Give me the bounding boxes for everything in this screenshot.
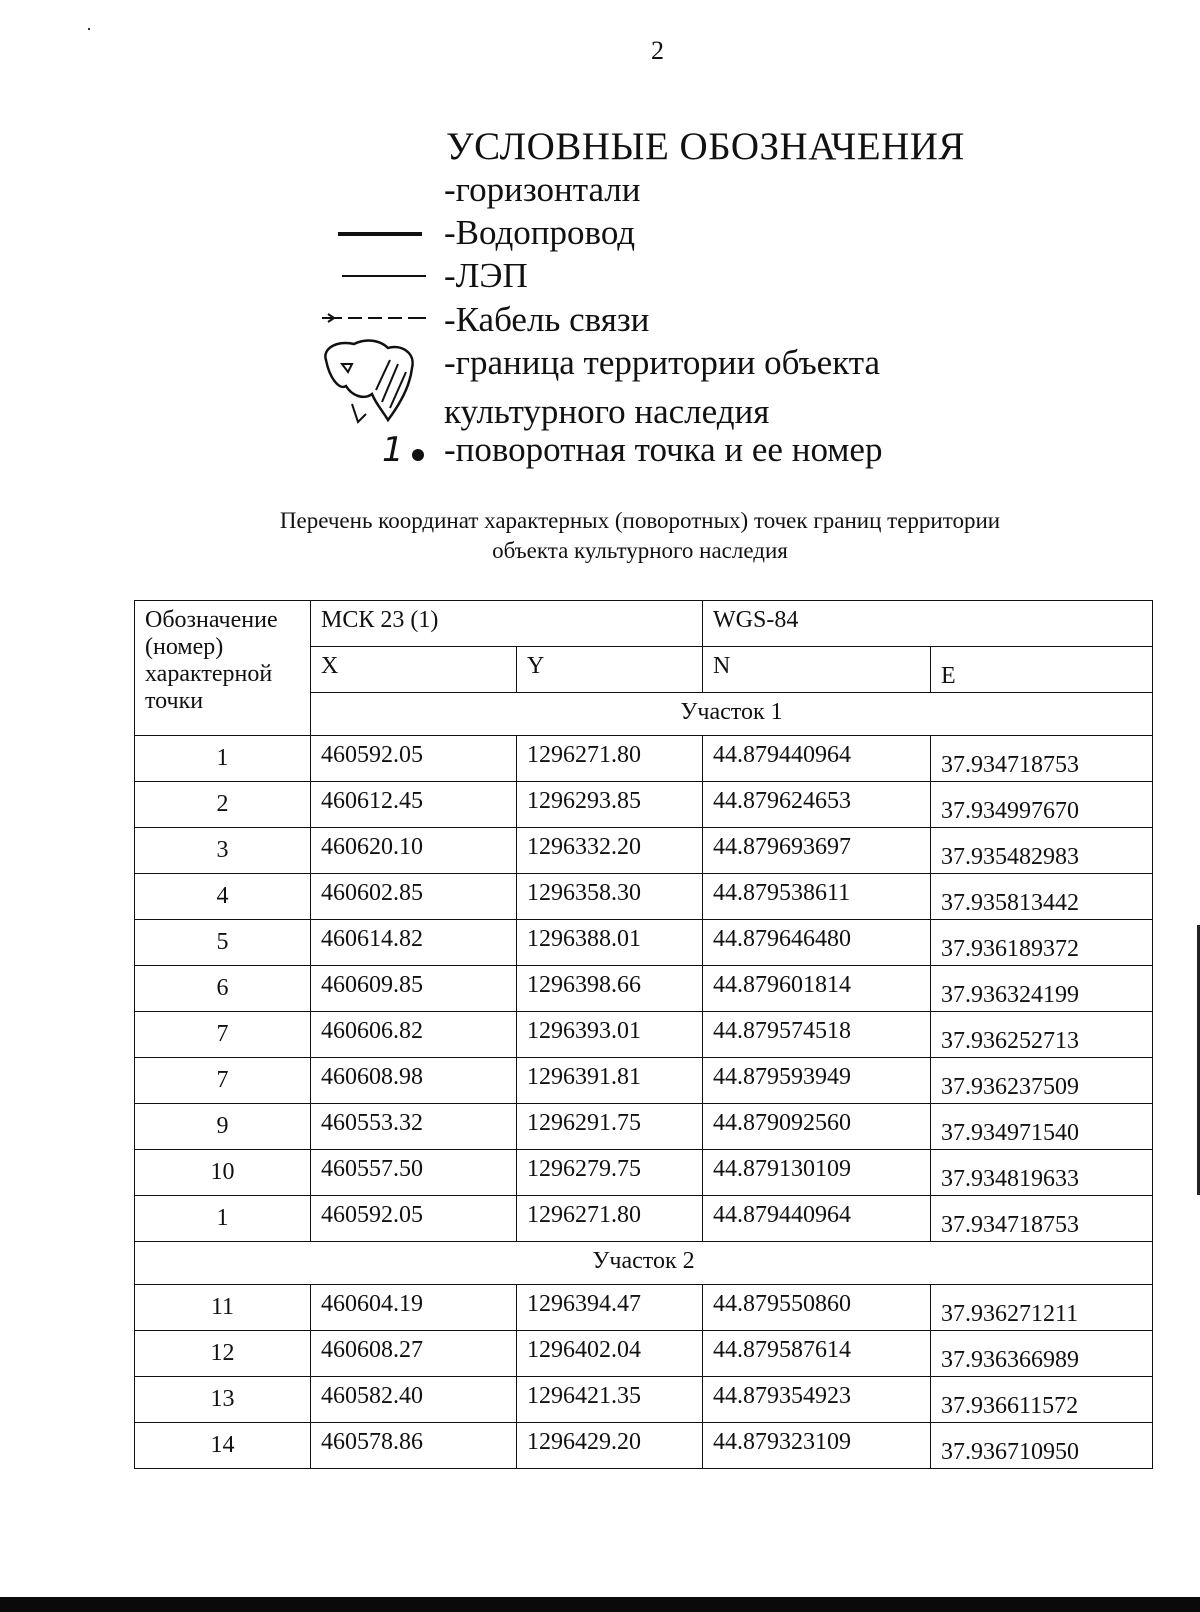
point-number-cell: 14	[135, 1423, 311, 1469]
power-line-icon	[342, 275, 426, 277]
table-row	[135, 1377, 1153, 1423]
header-x: X	[311, 647, 517, 693]
y-cell: 1296421.35	[517, 1377, 703, 1423]
n-cell: 44.879574518	[703, 1012, 931, 1058]
e-cell: 37.936252713	[931, 1012, 1153, 1058]
x-cell: 460609.85	[311, 966, 517, 1012]
point-number-cell: 9	[135, 1104, 311, 1150]
point-number-cell: 4	[135, 874, 311, 920]
e-cell: 37.936324199	[931, 966, 1153, 1012]
table-row	[135, 736, 1153, 782]
point-number-cell: 13	[135, 1377, 311, 1423]
n-cell: 44.879440964	[703, 1196, 931, 1242]
n-cell: 44.879550860	[703, 1285, 931, 1331]
table-row	[135, 782, 1153, 828]
e-cell: 37.936366989	[931, 1331, 1153, 1377]
scan-speck	[88, 28, 90, 30]
n-cell: 44.879440964	[703, 736, 931, 782]
water-pipe-line-icon	[338, 232, 422, 236]
turn-point-number: 1	[382, 430, 404, 470]
n-cell: 44.879354923	[703, 1377, 931, 1423]
n-cell: 44.879130109	[703, 1150, 931, 1196]
x-cell: 460582.40	[311, 1377, 517, 1423]
header-y: Y	[517, 647, 703, 693]
e-cell: 37.934997670	[931, 782, 1153, 828]
e-cell: 37.934718753	[931, 1196, 1153, 1242]
table-row	[135, 1012, 1153, 1058]
table-row	[135, 874, 1153, 920]
caption-line-1: Перечень координат характерных (поворотных) точек границ территории	[279, 508, 1001, 533]
section-label-2: Участок 2	[135, 1242, 1153, 1285]
point-number-cell: 1	[135, 1196, 311, 1242]
e-cell: 37.936237509	[931, 1058, 1153, 1104]
x-cell: 460604.19	[311, 1285, 517, 1331]
table-row	[135, 1196, 1153, 1242]
e-cell: 37.935482983	[931, 828, 1153, 874]
coordinates-table	[134, 600, 1153, 1469]
e-cell: 37.934971540	[931, 1104, 1153, 1150]
point-number-cell: 6	[135, 966, 311, 1012]
y-cell: 1296393.01	[517, 1012, 703, 1058]
table-row	[135, 1058, 1153, 1104]
x-cell: 460608.27	[311, 1331, 517, 1377]
n-cell: 44.879323109	[703, 1423, 931, 1469]
y-cell: 1296291.75	[517, 1104, 703, 1150]
x-cell: 460614.82	[311, 920, 517, 966]
turn-point-dot	[412, 449, 424, 461]
section-label-1: Участок 1	[311, 693, 1153, 736]
table-row	[135, 1285, 1153, 1331]
legend-title: УСЛОВНЫЕ ОБОЗНАЧЕНИЯ	[446, 125, 965, 168]
point-number-cell: 3	[135, 828, 311, 874]
y-cell: 1296358.30	[517, 874, 703, 920]
y-cell: 1296394.47	[517, 1285, 703, 1331]
point-number-cell: 12	[135, 1331, 311, 1377]
e-cell: 37.934718753	[931, 736, 1153, 782]
table-caption	[130, 506, 1150, 566]
e-cell: 37.936189372	[931, 920, 1153, 966]
y-cell: 1296279.75	[517, 1150, 703, 1196]
x-cell: 460602.85	[311, 874, 517, 920]
comm-cable-line-icon	[322, 312, 426, 324]
caption-line-2: объекта культурного наследия	[492, 538, 788, 563]
y-cell: 1296398.66	[517, 966, 703, 1012]
table-row	[135, 1150, 1153, 1196]
e-cell: 37.936611572	[931, 1377, 1153, 1423]
table-row	[135, 828, 1153, 874]
turn-point-icon	[380, 430, 430, 470]
header-wgs: WGS-84	[703, 601, 1153, 647]
table-row	[135, 1104, 1153, 1150]
legend-boundary-label-cont: культурного наследия	[444, 392, 770, 431]
x-cell: 460557.50	[311, 1150, 517, 1196]
y-cell: 1296332.20	[517, 828, 703, 874]
header-e: E	[931, 647, 1153, 693]
header-point-designation: Обозначение (номер) характерной точки	[135, 601, 311, 736]
n-cell: 44.879693697	[703, 828, 931, 874]
y-cell: 1296391.81	[517, 1058, 703, 1104]
section-row-2	[135, 1242, 1153, 1285]
y-cell: 1296388.01	[517, 920, 703, 966]
x-cell: 460612.45	[311, 782, 517, 828]
legend-power-line-label: -ЛЭП	[444, 256, 528, 295]
y-cell: 1296402.04	[517, 1331, 703, 1377]
n-cell: 44.879587614	[703, 1331, 931, 1377]
point-number-cell: 11	[135, 1285, 311, 1331]
y-cell: 1296429.20	[517, 1423, 703, 1469]
e-cell: 37.935813442	[931, 874, 1153, 920]
header-msk: МСК 23 (1)	[311, 601, 703, 647]
scan-bottom-border	[0, 1597, 1200, 1612]
point-number-cell: 5	[135, 920, 311, 966]
point-number-cell: 1	[135, 736, 311, 782]
table-row	[135, 920, 1153, 966]
n-cell: 44.879593949	[703, 1058, 931, 1104]
legend-comm-cable-label: -Кабель связи	[444, 300, 650, 339]
point-number-cell: 7	[135, 1058, 311, 1104]
point-number-cell: 10	[135, 1150, 311, 1196]
e-cell: 37.936710950	[931, 1423, 1153, 1469]
page-number: 2	[651, 36, 664, 65]
x-cell: 460592.05	[311, 736, 517, 782]
header-n: N	[703, 647, 931, 693]
table-row	[135, 1423, 1153, 1469]
x-cell: 460620.10	[311, 828, 517, 874]
y-cell: 1296271.80	[517, 1196, 703, 1242]
point-number-cell: 2	[135, 782, 311, 828]
e-cell: 37.936271211	[931, 1285, 1153, 1331]
x-cell: 460608.98	[311, 1058, 517, 1104]
table-header-row	[135, 601, 1153, 647]
e-cell: 37.934819633	[931, 1150, 1153, 1196]
n-cell: 44.879624653	[703, 782, 931, 828]
y-cell: 1296271.80	[517, 736, 703, 782]
x-cell: 460592.05	[311, 1196, 517, 1242]
x-cell: 460606.82	[311, 1012, 517, 1058]
table-row	[135, 1331, 1153, 1377]
legend-contours-label: -горизонтали	[444, 170, 641, 209]
legend-water-pipe-label: -Водопровод	[444, 213, 636, 252]
point-number-cell: 7	[135, 1012, 311, 1058]
legend-boundary-label: -граница территории объекта	[444, 343, 880, 382]
heritage-boundary-icon	[318, 334, 428, 430]
x-cell: 460578.86	[311, 1423, 517, 1469]
y-cell: 1296293.85	[517, 782, 703, 828]
x-cell: 460553.32	[311, 1104, 517, 1150]
legend-turn-point-label: -поворотная точка и ее номер	[444, 430, 883, 469]
n-cell: 44.879601814	[703, 966, 931, 1012]
table-row	[135, 966, 1153, 1012]
n-cell: 44.879092560	[703, 1104, 931, 1150]
n-cell: 44.879538611	[703, 874, 931, 920]
n-cell: 44.879646480	[703, 920, 931, 966]
